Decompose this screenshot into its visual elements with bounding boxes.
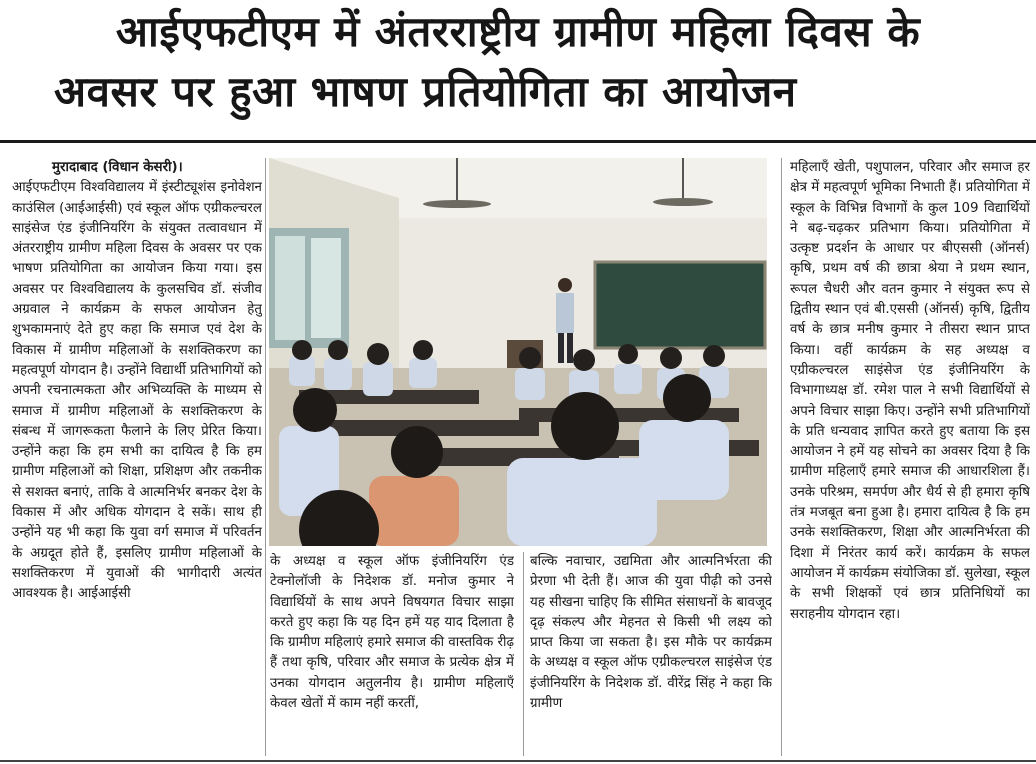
column-1-text: आईएफटीएम विश्वविद्यालय में इंस्टीट्यूशंस इनोवेशन काउंसिल (आईआईसी) एवं स्कूल ऑफ एग्रीकल्चरल साइंसेज एंड इंजीनियरिंग के संयुक्त तत्वावधान में अंतरराष्ट्रीय ग्रामीण महिला दिवस के अवसर पर एक भाषण प्रतियोगिता का आयोजन किया गया। इस अवसर पर विश्वविद्यालय के कुलसचिव डॉ. संजीव अग्रवाल ने कार्यक्रम के सफल आयोजन हेतु शुभकामनाएं देते हुए कहा कि समाज एवं देश के विकास में ग्रामीण महिलाओं के सशक्तिकरण का महत्वपूर्ण योगदान है। उन्होंने विद्यार्थी प्रतिभागियों को अपनी रचनात्मकता और अभिव्यक्ति के माध्यम से समाज में ग्रामीण महिलाओं के सशक्तिकरण के संबन्ध में जागरूकता फैलाने के लिए प्रेरित किया। उन्होंने कहा कि हम सभी का दायित्व है कि हम ग्रामीण महिलाओं को शिक्षा, प्रशिक्षण और तकनीक से सशक्त बनाएं, ताकि वे आत्मनिर्भर बनकर देश के विकास में और अधिक योगदान दे सकें। साथ ही उन्होंने यह भी कहा कि युवा वर्ग समाज में परिवर्तन के अग्रदूत होते हैं, इसलिए ग्रामीण महिलाओं के सशक्तिकरण में युवाओं की भागीदारी अत्यंत आवश्यक है। आईआईसी [12,180,262,602]
bottom-rule [0,760,1036,762]
article-column-3 [530,552,772,758]
article-column-2 [270,552,514,758]
classroom-photo [269,158,767,546]
column-divider [265,158,266,756]
article-column-4 [790,158,1030,758]
column-divider [781,158,782,756]
dateline: मुरादाबाद (विधान केसरी)। [52,160,183,175]
headline-line-2: अवसर पर हुआ भाषण प्रतियोगिता का आयोजन [54,67,797,116]
column-2-text: के अध्यक्ष व स्कूल ऑफ इंजीनियरिंग एंड टेक्नोलॉजी के निदेशक डॉ. मनोज कुमार ने विद्यार्थियों के साथ अपने विषयगत विचार साझा करते हुए कहा कि यह दिन हमें यह याद दिलाता है कि ग्रामीण महिलाएं हमारे समाज की वास्तविक रीढ़ हैं तथा कृषि, परिवार और समाज के प्रत्येक क्षेत्र में उनका योगदान अतुलनीय है। ग्रामीण महिलाएँ केवल खेतों में काम नहीं करतीं, [270,554,514,712]
headline-line-1: आईएफटीएम में अंतरराष्ट्रीय ग्रामीण महिला दिवस के [115,7,921,56]
classroom-illustration [269,158,767,546]
article-column-1 [12,158,262,754]
column-3-text: बल्कि नवाचार, उद्यमिता और आत्मनिर्भरता की प्रेरणा भी देती हैं। आज की युवा पीढ़ी को उनसे यह सीखना चाहिए कि सीमित संसाधनों के बावजूद दृढ़ संकल्प और मेहनत से किसी भी लक्ष्य को प्राप्त किया जा सकता है। इस मौके पर कार्यक्रम के अध्यक्ष व स्कूल ऑफ एग्रीकल्चरल साइंसेज एंड इंजीनियरिंग के निदेशक डॉ. वीरेंद्र सिंह ने कहा कि ग्रामीण [530,554,772,712]
headline-rule [0,140,1036,143]
column-4-text: महिलाएँ खेती, पशुपालन, परिवार और समाज हर क्षेत्र में महत्वपूर्ण भूमिका निभाती हैं। प्रतियोगिता में स्कूल के विभिन्न विभागों के कुल 109 विद्यार्थियों ने बढ़-चढ़कर प्रतिभाग किया। प्रतियोगिता में उत्कृष्ट प्रदर्शन के आधार पर बीएससी (ऑनर्स) कृषि, प्रथम वर्ष की छात्रा श्रेया ने प्रथम स्थान, रूपल चैधरी और वतन कुमार ने संयुक्त रूप से द्वितीय स्थान एवं बी.एससी (ऑनर्स) कृषि, द्वितीय वर्ष के छात्र मनीष कुमार ने तीसरा स्थान प्राप्त किया। वहीं कार्यक्रम के सह अध्यक्ष व एग्रीकल्चरल साइंसेज एंड इंजीनियरिंग के विभागाध्यक्ष डॉ. रमेश पाल ने सभी विद्यार्थियों से अपने विचार साझा किए। उन्होंने सभी प्रतिभागियों के प्रति धन्यवाद ज्ञापित करते हुए बताया कि इस आयोजन ने हमें यह सोचने का अवसर दिया है कि ग्रामीण महिलाएँ हमारे समाज की आधारशिला हैं। उनके परिश्रम, समर्पण और धैर्य से ही हमारा कृषि तंत्र मजबूत बना हुआ है। हमारा दायित्व है कि हम उनके सशक्तिकरण, शिक्षा और आत्मनिर्भरता की दिशा में निरंतर कार्य करें। कार्यक्रम के सफल आयोजन में कार्यक्रम संयोजिका डॉ. सुलेखा, स्कूल के सभी शिक्षकों एवं छात्र प्रतिनिधियों का सराहनीय योगदान रहा। [790,160,1030,622]
headline [8,2,1028,122]
column-divider [523,552,524,756]
